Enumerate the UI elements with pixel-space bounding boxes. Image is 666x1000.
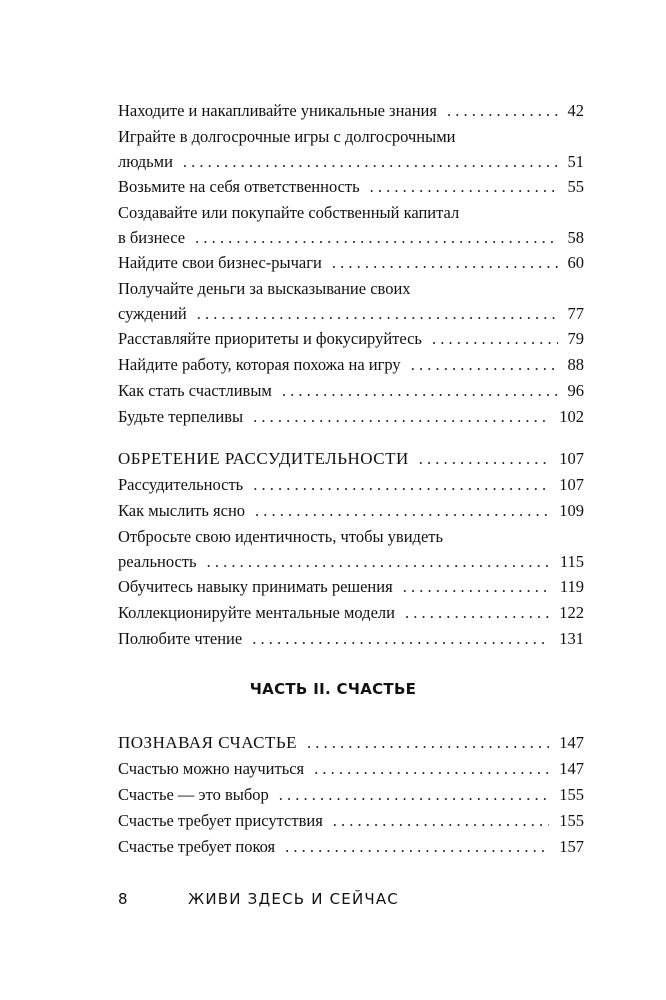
toc-entry-title: Обучитесь навыку принимать решения <box>118 577 393 596</box>
toc-page-number: 147 <box>559 733 584 752</box>
toc-entry <box>118 174 584 200</box>
dot-leader <box>282 378 558 404</box>
running-title: ЖИВИ ЗДЕСЬ И СЕЙЧАС <box>188 890 399 908</box>
toc-entry-title-line: людьми <box>118 152 173 171</box>
part-heading: ЧАСТЬ II. СЧАСТЬЕ <box>249 680 417 698</box>
dot-leader <box>197 301 558 326</box>
dot-leader <box>252 626 549 652</box>
toc-entry-title-line: Отбросьте свою идентичность, чтобы увидеть <box>118 527 444 546</box>
toc-entry <box>118 352 584 378</box>
toc-entry-title: Счастье требует присутствия <box>118 811 323 830</box>
toc-section-entry <box>118 730 584 756</box>
toc-entry-title: Счастье требует покоя <box>118 837 276 856</box>
toc-entry <box>118 756 584 782</box>
dot-leader <box>333 808 549 834</box>
toc-page-number: 77 <box>567 304 584 323</box>
toc-page-number: 147 <box>559 759 584 778</box>
toc-entry <box>118 98 584 124</box>
toc-entry-line <box>118 225 584 250</box>
dot-leader <box>279 782 549 808</box>
toc-entry <box>118 524 584 574</box>
toc-page-number: 107 <box>559 475 584 494</box>
toc-page-number: 55 <box>567 177 584 196</box>
dot-leader <box>255 498 549 524</box>
toc-entry <box>118 600 584 626</box>
toc-page-number: 155 <box>559 785 584 804</box>
toc-entry-line <box>118 250 584 276</box>
toc-entry-title: Коллекционируйте ментальные модели <box>118 603 395 622</box>
toc-entry-title: Будьте терпеливы <box>118 407 244 426</box>
toc-entry <box>118 626 584 652</box>
toc-page-number: 157 <box>559 837 584 856</box>
toc-entry-title-line: в бизнесе <box>118 228 186 247</box>
toc-block-3 <box>118 730 584 860</box>
dot-leader <box>314 756 549 782</box>
dot-leader <box>403 574 550 600</box>
toc-entry-title: ПОЗНАВАЯ СЧАСТЬЕ <box>118 733 298 752</box>
dot-leader <box>307 730 549 756</box>
toc-entry <box>118 834 584 860</box>
toc-entry-title-line: Создавайте или покупайте собственный капитал <box>118 203 460 222</box>
toc-entry <box>118 250 584 276</box>
toc-entry <box>118 404 584 430</box>
toc-page-number: 155 <box>559 811 584 830</box>
toc-page-number: 115 <box>559 552 584 571</box>
toc-section-entry <box>118 446 584 472</box>
dot-leader <box>253 404 549 430</box>
toc-entry-line <box>118 600 584 626</box>
toc-entry-title: Как стать счастливым <box>118 381 272 400</box>
toc-entry-line <box>118 149 584 174</box>
toc-entry-title: Расставляйте приоритеты и фокусируйтесь <box>118 329 422 348</box>
toc-page-number: 60 <box>567 253 584 272</box>
dot-leader <box>253 472 549 498</box>
toc-entry-title: Найдите работу, которая похожа на игру <box>118 355 401 374</box>
toc-page-number: 107 <box>559 449 584 468</box>
dot-leader <box>183 149 558 174</box>
toc-entry <box>118 378 584 404</box>
toc-entry-line <box>118 498 584 524</box>
toc-entry-title: Возьмите на себя ответственность <box>118 177 360 196</box>
toc-page-number: 131 <box>559 629 584 648</box>
dot-leader <box>195 225 557 250</box>
toc-page-number: 88 <box>567 355 584 374</box>
toc-entry-title: ОБРЕТЕНИЕ РАССУДИТЕЛЬНОСТИ <box>118 449 409 468</box>
toc-entry-title: Рассудительность <box>118 475 244 494</box>
toc-entry-line <box>118 808 584 834</box>
toc-entry-title-line: реальность <box>118 552 197 571</box>
toc-block-1 <box>118 98 584 430</box>
toc-entry <box>118 472 584 498</box>
toc-page-number: 96 <box>567 381 584 400</box>
toc-entry <box>118 808 584 834</box>
toc-entry-line <box>118 98 584 124</box>
toc-entry-line <box>118 301 584 326</box>
toc-entry-title: Найдите свои бизнес-рычаги <box>118 253 322 272</box>
toc-page-number: 122 <box>559 603 584 622</box>
toc-entry-title: Счастье — это выбор <box>118 785 269 804</box>
toc-entry-line <box>118 326 584 352</box>
toc-page-number: 119 <box>559 577 584 596</box>
dot-leader <box>411 352 558 378</box>
toc-page-number: 102 <box>559 407 584 426</box>
dot-leader <box>405 600 549 626</box>
toc-entry-title-line: Играйте в долгосрочные игры с долгосрочными <box>118 127 456 146</box>
toc-page-number: 58 <box>567 228 584 247</box>
toc-entry-line <box>118 730 584 756</box>
toc-block-2 <box>118 446 584 652</box>
toc-entry-line <box>118 404 584 430</box>
toc-entry-title: Находите и накапливайте уникальные знания <box>118 101 437 120</box>
toc-entry <box>118 276 584 326</box>
toc-entry-line <box>118 626 584 652</box>
dot-leader <box>419 446 549 472</box>
dot-leader <box>332 250 558 276</box>
dot-leader <box>207 549 550 574</box>
toc-entry <box>118 498 584 524</box>
toc-page-number: 79 <box>567 329 584 348</box>
toc-entry-line <box>118 446 584 472</box>
toc-entry-title: Счастью можно научиться <box>118 759 305 778</box>
toc-entry-line <box>118 574 584 600</box>
dot-leader <box>432 326 558 352</box>
toc-entry-line <box>118 834 584 860</box>
toc-entry-title-line: суждений <box>118 304 187 323</box>
toc-entry-line <box>118 378 584 404</box>
toc-entry-line <box>118 352 584 378</box>
toc-entry <box>118 326 584 352</box>
toc-page-number: 42 <box>567 101 584 120</box>
toc-entry-line <box>118 174 584 200</box>
toc-entry <box>118 200 584 250</box>
toc-entry-title: Как мыслить ясно <box>118 501 246 520</box>
toc-entry <box>118 574 584 600</box>
page-number: 8 <box>118 890 129 908</box>
toc-entry-line <box>118 549 584 574</box>
toc-page-number: 51 <box>567 152 584 171</box>
toc-entry-line <box>118 782 584 808</box>
toc-entry <box>118 782 584 808</box>
toc-entry-title-line: Получайте деньги за высказывание своих <box>118 279 411 298</box>
toc-entry-line <box>118 472 584 498</box>
dot-leader <box>370 174 558 200</box>
toc-page-number: 109 <box>559 501 584 520</box>
dot-leader <box>447 98 558 124</box>
dot-leader <box>285 834 549 860</box>
toc-entry-line <box>118 756 584 782</box>
toc-entry-title: Полюбите чтение <box>118 629 243 648</box>
toc-entry <box>118 124 584 174</box>
